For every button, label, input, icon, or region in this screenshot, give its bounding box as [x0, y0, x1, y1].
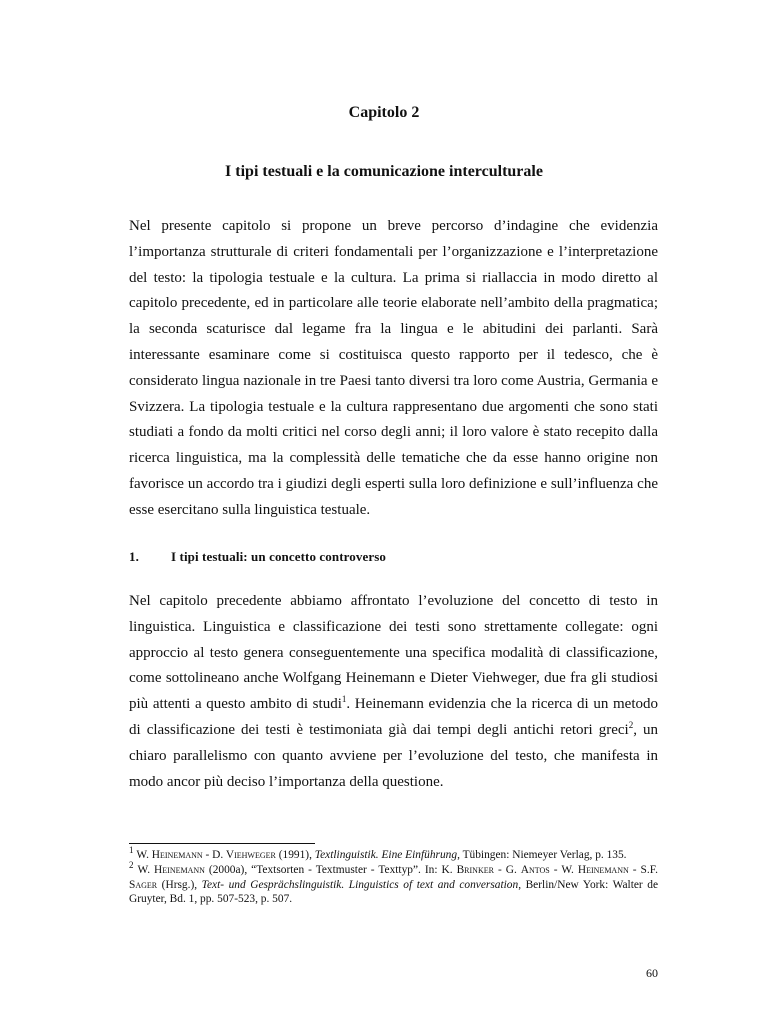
- footnote-separator: - W.: [549, 863, 578, 876]
- footnotes: [129, 845, 659, 907]
- chapter-title: I tipi testuali e la comunicazione interculturale: [225, 163, 543, 180]
- footnote-author: D. Viehweger: [212, 849, 276, 861]
- footnote-editor: Brinker: [456, 863, 494, 876]
- section-title: I tipi testuali: un concetto controverso: [171, 549, 386, 564]
- footnote-text: (2000a), “Textsorten - Textmuster - Texttyp”. In: K.: [204, 863, 457, 876]
- footnote-separator: - S.F.: [628, 863, 658, 876]
- footnote-publication: , Berlin/New York: Walter de Gruyter, Bd. 1, pp. 507-523, p. 507.: [129, 878, 659, 906]
- footnote-work-title: Textlinguistik. Eine Einführung: [314, 849, 458, 861]
- footnote-publication: , Tübingen: Niemeyer Verlag, p. 135.: [457, 849, 627, 861]
- section-paragraph-part3: , un chiaro parallelismo con quanto avviene per l’evoluzione del testo, che manifesta in modo ancor più deciso l’importanza della questione.: [129, 721, 658, 790]
- footnote-hrsg: (Hrsg.),: [157, 878, 202, 891]
- footnote-divider: [129, 843, 315, 844]
- chapter-number: Capitolo 2: [348, 104, 420, 121]
- section-paragraph: [129, 589, 658, 795]
- footnote-work-title: Text- und Gesprächslinguistik. Linguistics of text and conversation: [201, 878, 519, 891]
- footnote-editor: Antos: [520, 863, 550, 876]
- page-number: 60: [646, 966, 658, 980]
- footnote-ref-2: 2: [628, 719, 634, 730]
- footnote-author: W. Heinemann: [137, 863, 205, 876]
- footnote-author: W. Heinemann: [136, 849, 203, 861]
- footnote-year: (1991),: [275, 849, 315, 861]
- section-paragraph-part2: . Heinemann evidenzia che la ricerca di un metodo di classificazione dei testi è testimoniata già dai tempi degli antichi retori greci: [129, 696, 658, 738]
- footnote-ref-1: 1: [341, 694, 347, 705]
- section-number: 1.: [129, 549, 139, 564]
- footnote-marker: 1: [129, 845, 134, 856]
- footnote-separator: - G.: [493, 863, 521, 876]
- section-heading: [129, 549, 669, 565]
- footnote-separator: -: [202, 849, 213, 861]
- footnote-2: [129, 860, 659, 907]
- intro-paragraph: Nel presente capitolo si propone un breve percorso d’indagine che evidenzia l’importanza strutturale di criteri fondamentali per l’organizzazione e l’interpretazione del testo: la tipologia testuale e la cultura. La prima si riallaccia in modo diretto al capitolo precedente, ed in particolare alle teorie elaborate nell’ambito della pragmatica; la seconda scaturisce dal legame fra la lingua e le abitudini dei parlanti. Sarà interessante esaminare come si costituisca questo rapporto per il tedesco, che è considerato lingua nazionale in tre Paesi tanto diversi tra loro come Austria, Germania e Svizzera. La tipologia testuale e la cultura rappresentano due argomenti che sono stati studiati a fondo da molti critici nel corso degli anni; il loro valore è stato recepito dalla ricerca linguistica, ma la complessità delle tematiche che da esse hanno origine non favorisce un accordo tra i giudizi degli esperti sulla loro definizione e sull’influenza che esse esercitano sulla linguistica testuale.: [129, 218, 658, 518]
- footnote-editor: Heinemann: [577, 863, 629, 876]
- section-paragraph-part1: Nel capitolo precedente abbiamo affrontato l’evoluzione del concetto di testo in linguistica. Linguistica e classificazione dei testi sono strettamente collegate: ogni approccio al testo genera conseguentemente una specifica modalità di classificazione, come sottolineano anche Wolfgang Heinemann e Dieter Viehweger, due fra gli studiosi più attenti a questo ambito di studi: [129, 593, 658, 713]
- footnote-1: [129, 845, 658, 863]
- footnote-editor: Sager: [129, 878, 158, 891]
- footnote-marker: 2: [129, 860, 134, 870]
